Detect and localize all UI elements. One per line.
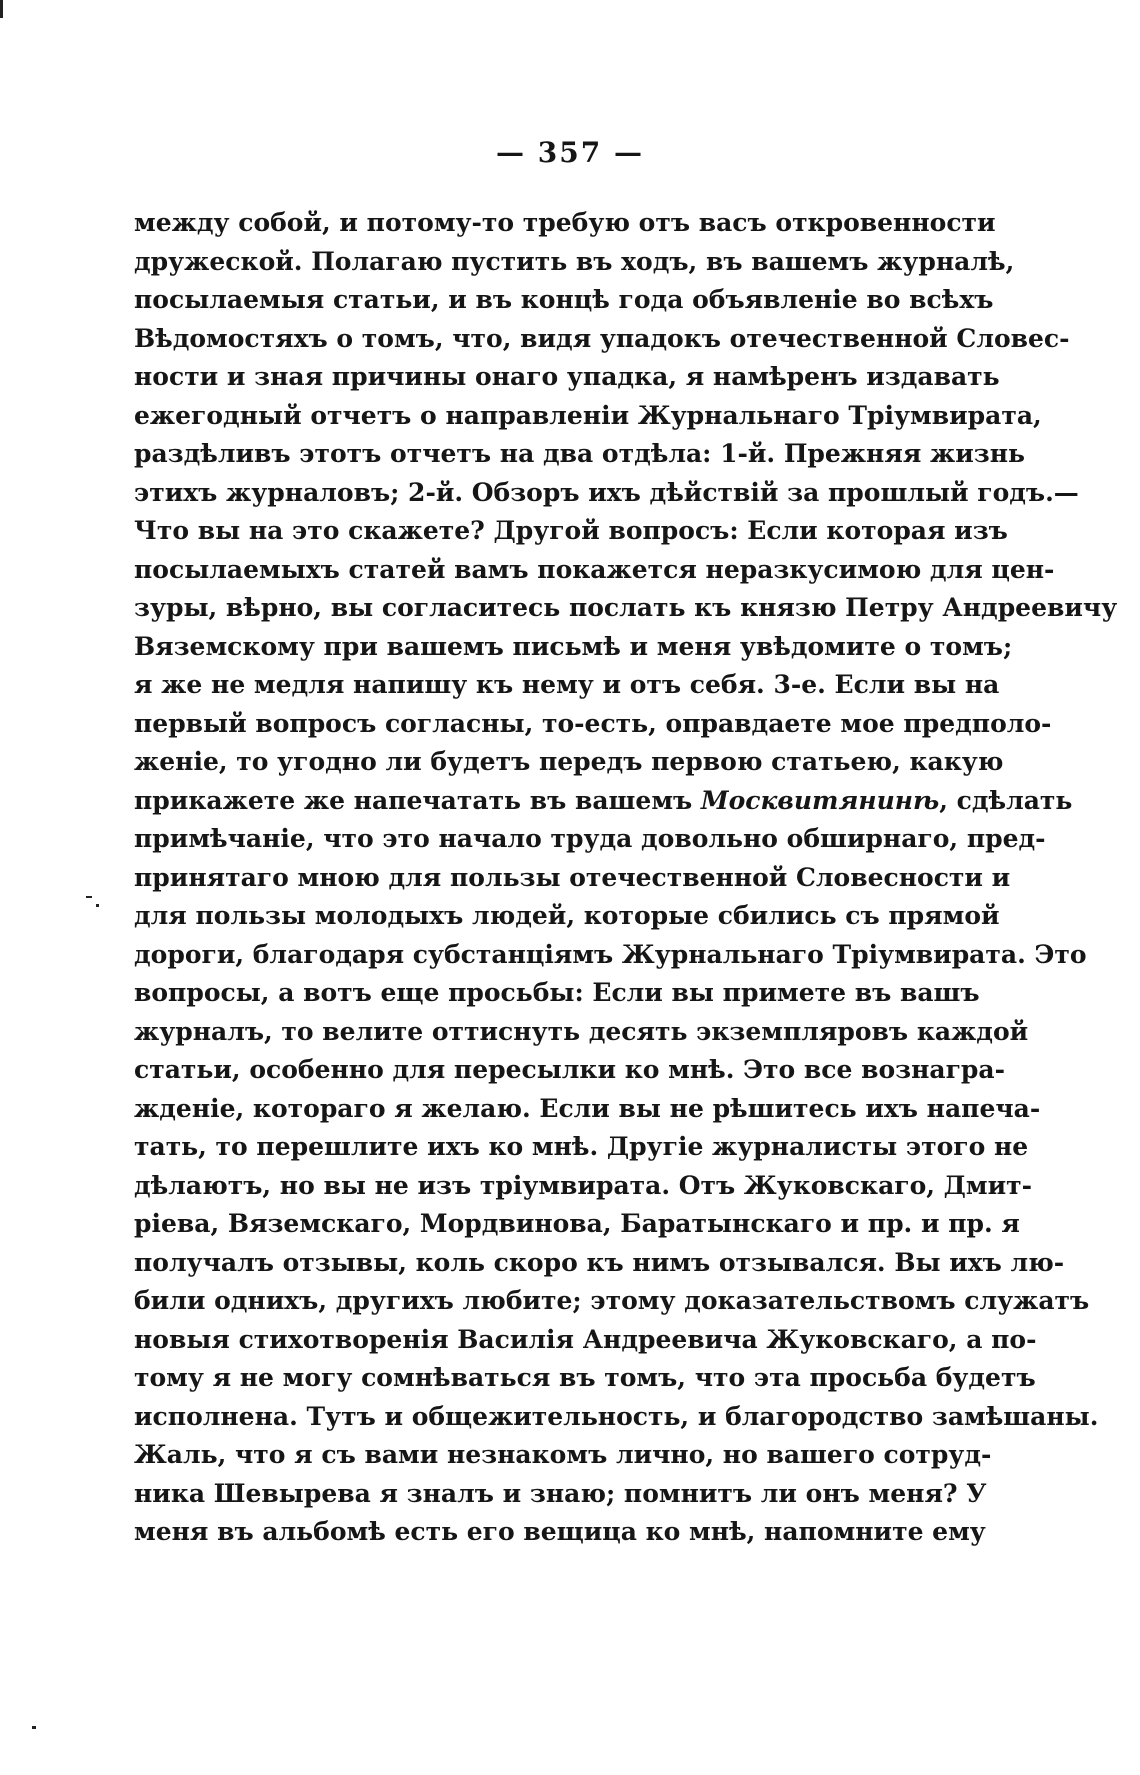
text-segment: прикажете же напечатать въ вашемъ	[134, 785, 701, 815]
text-line: дѣлаютъ, но вы не изъ тріумвирата. Отъ Жуковскаго, Дмит-	[134, 1170, 1033, 1200]
text-line: ности и зная причины онаго упадка, я намѣренъ издавать	[134, 362, 1000, 391]
text-line	[134, 782, 1073, 821]
text-line: дружеской. Полагаю пустить въ ходъ, въ вашемъ журналѣ,	[134, 246, 1015, 276]
text-line: статьи, особенно для пересылки ко мнѣ. Это все вознагра-	[134, 1055, 1005, 1084]
text-line: исполнена. Тутъ и общежительность, и благородство замѣшаны.	[134, 1401, 1099, 1431]
text-line: посылаемыхъ статей вамъ покажется неразкусимою для цен-	[134, 554, 1055, 584]
text-line: ріева, Вяземскаго, Мордвинова, Баратынскаго и пр. и пр. я	[134, 1209, 1020, 1238]
text-line: получалъ отзывы, коль скоро къ нимъ отзывался. Вы ихъ лю-	[134, 1247, 1065, 1277]
text-line: зуры, вѣрно, вы согласитесь послать къ князю Петру Андреевичу	[134, 593, 1118, 622]
text-line: этихъ журналовъ; 2-й. Обзоръ ихъ дѣйствій за прошлый годъ.—	[134, 477, 1079, 507]
text-line: Что вы на это скажете? Другой вопросъ: Если которая изъ	[134, 516, 1008, 545]
text-line: жденіе, котораго я желаю. Если вы не рѣшитесь ихъ напеча-	[134, 1093, 1041, 1123]
text-line: тать, то перешлите ихъ ко мнѣ. Другіе журналисты этого не	[134, 1132, 1029, 1161]
text-line: Вѣдомостяхъ о томъ, что, видя упадокъ отечественной Словес-	[134, 323, 1070, 353]
italic-title: Москвитянинѣ	[700, 785, 940, 815]
text-line: журналъ, то велите оттиснуть десять экземпляровъ каждой	[134, 1016, 1029, 1046]
text-line: примѣчаніе, что это начало труда довольно обширнаго, пред-	[134, 824, 1046, 853]
text-line: я же не медля напишу къ нему и отъ себя. 3-е. Если вы на	[134, 670, 1000, 699]
text-line: женіе, то угодно ли будетъ передъ первою статьею, какую	[134, 747, 1004, 776]
text-line: первый вопросъ согласны, то-есть, оправдаете мое предполо-	[134, 708, 1052, 738]
text-line: меня въ альбомѣ есть его вещица ко мнѣ, напомните ему	[134, 1517, 986, 1546]
text-line: ежегодный отчетъ о направленіи Журнальнаго Тріумвирата,	[134, 400, 1042, 430]
scan-edge-mark	[0, 0, 3, 18]
text-line: принятаго мною для пользы отечественной Словесности и	[134, 862, 1011, 892]
text-segment: , сдѣлать	[939, 785, 1073, 815]
scan-speck	[86, 896, 92, 898]
text-line: Вяземскому при вашемъ письмѣ и меня увѣдомите о томъ;	[134, 631, 1013, 661]
body-text	[134, 204, 1118, 1552]
text-line: вопросы, а вотъ еще просьбы: Если вы примете въ вашъ	[134, 978, 980, 1007]
text-line: между собой, и потому-то требую отъ васъ откровенности	[134, 208, 996, 237]
text-line: били однихъ, другихъ любите; этому доказательствомъ служатъ	[134, 1286, 1090, 1315]
text-line: тому я не могу сомнѣваться въ томъ, что эта просьба будетъ	[134, 1363, 1036, 1392]
text-line: новыя стихотворенія Василія Андреевича Жуковскаго, а по-	[134, 1324, 1037, 1354]
scan-speck	[96, 904, 99, 907]
scan-speck	[32, 1726, 36, 1729]
text-line: раздѣливъ этотъ отчетъ на два отдѣла: 1-й. Прежняя жизнь	[134, 439, 1026, 468]
text-line: Жаль, что я съ вами незнакомъ лично, но вашего сотруд-	[134, 1440, 992, 1469]
text-line: посылаемыя статьи, и въ концѣ года объявленіе во всѣхъ	[134, 285, 994, 314]
text-line: ника Шевырева я зналъ и знаю; помнитъ ли онъ меня? У	[134, 1478, 987, 1508]
page-number: — 357 —	[496, 136, 644, 169]
text-line: дороги, благодаря субстанціямъ Журнальнаго Тріумвирата. Это	[134, 939, 1087, 969]
text-line: для пользы молодыхъ людей, которые сбились съ прямой	[134, 901, 1000, 930]
